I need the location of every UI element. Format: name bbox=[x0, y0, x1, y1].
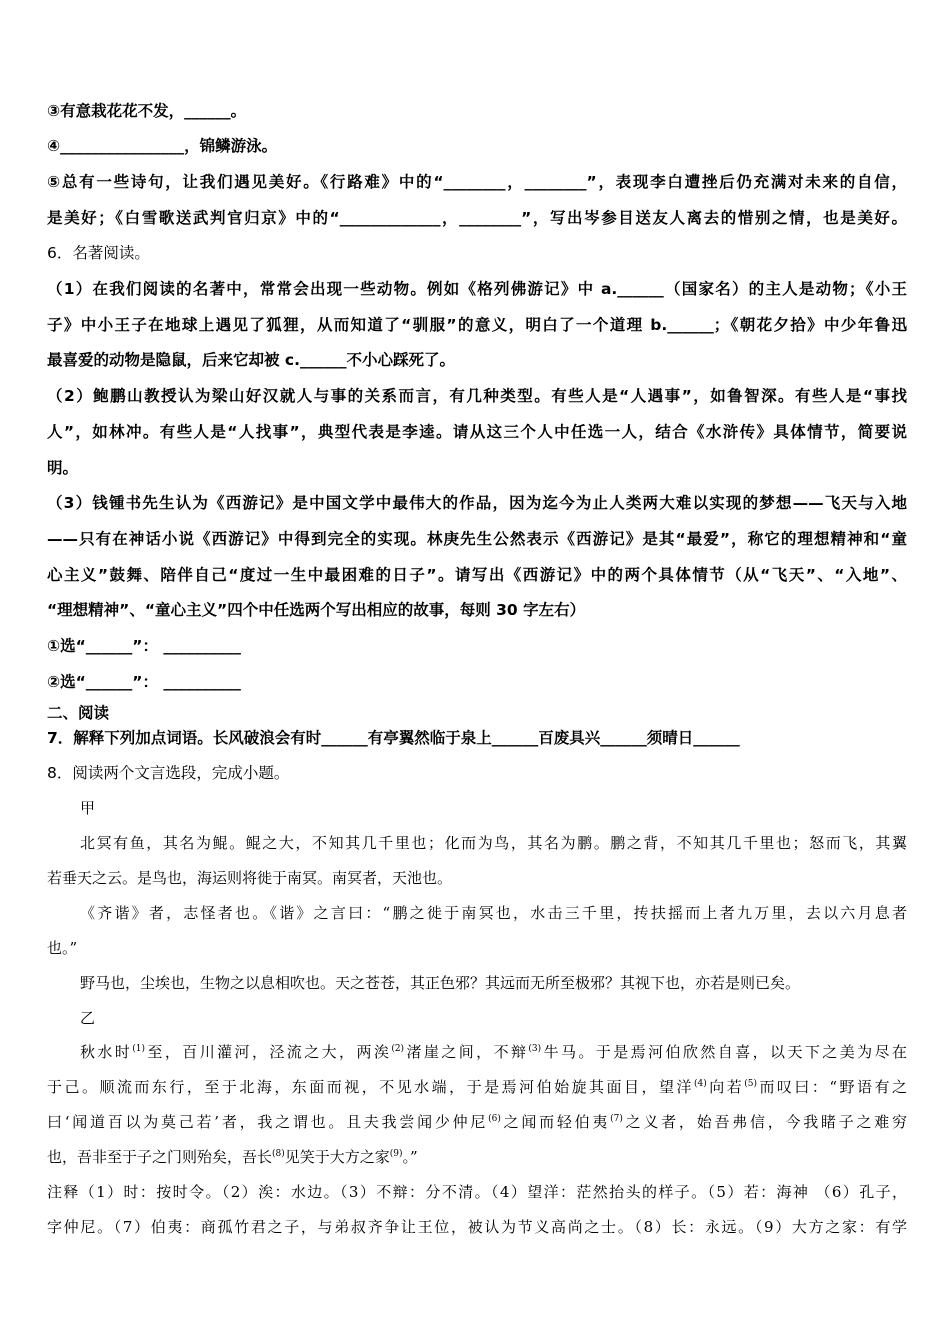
footnote-marker: (9) bbox=[389, 1149, 403, 1159]
passage-jia-label: 甲 bbox=[80, 799, 96, 817]
q6-choice-2: ②选“______”： __________ bbox=[47, 673, 241, 691]
question-6-title: 6．名著阅读。 bbox=[47, 244, 150, 262]
poem-item-5-line-2: 是美好；《白雪歌送武判官归京》中的“_____________，________”，写出岑参目送友人离去的惜别之情，也是美好。 bbox=[47, 209, 907, 227]
q6-part1-line-1: （1）在我们阅读的名著中，常常会出现一些动物。例如《格列佛游记》中 a.______（国家名）的主人是动物；《小王 bbox=[47, 280, 907, 298]
question-7: 7．解释下列加点词语。长风破浪会有时______有亭翼然临于泉上______百废具兴______须晴日______ bbox=[47, 729, 740, 747]
footnote-marker: (1) bbox=[132, 1044, 146, 1054]
q6-part3-line-2: ——只有在神话小说《西游记》中得到完全的实现。林庚先生公然表示《西游记》是其“最爱”，称它的理想精神和“童 bbox=[47, 530, 907, 548]
footnote-marker: (8) bbox=[272, 1149, 285, 1159]
passage-jia-p3: 野马也，尘埃也，生物之以息相吹也。天之苍苍，其正色邪？其远而无所至极邪？其视下也，亦若是则已矣。 bbox=[80, 974, 801, 992]
passage-yi-line-3: 曰‘闻道百以为莫己若’者，我之谓也。且夫我尝闻少仲尼$^{(6)}$之闻而轻伯夷$^{(7)}$之义者，始吾弗信，今我睹子之难穷 bbox=[47, 1113, 907, 1131]
footnote-marker: (6) bbox=[488, 1114, 501, 1124]
footnote-marker: (4) bbox=[693, 1079, 707, 1089]
question-8-title: 8．阅读两个文言选段，完成小题。 bbox=[47, 764, 290, 782]
footnote-marker: (2) bbox=[391, 1044, 405, 1054]
passage-jia-p1-line-2: 若垂天之云。是鸟也，海运则将徙于南冥。南冥者，天池也。 bbox=[47, 869, 453, 887]
q6-part1-line-3: 最喜爱的动物是隐鼠，后来它却被 c.______不小心踩死了。 bbox=[47, 351, 455, 369]
passage-jia-p2-line-2: 也。” bbox=[47, 939, 78, 957]
annotation-line-2: 字仲尼。（7）伯夷：商孤竹君之子，与弟叔齐争让王位，被认为节义高尚之士。（8）长：永远。（9）大方之家：有学 bbox=[47, 1218, 907, 1236]
q6-part3-line-4: “理想精神”、“童心主义”四个中任选两个写出相应的故事，每则 30 字左右） bbox=[47, 601, 586, 619]
passage-yi-line-2: 于己。顺流而东行，至于北海，东面而视，不见水端，于是焉河伯始旋其面目，望洋$^{(4)}$向若$^{(5)}$而叹曰：“野语有之 bbox=[47, 1078, 907, 1096]
poem-item-4: ④________________，锦鳞游泳。 bbox=[47, 137, 278, 155]
passage-jia-p2-line-1: 《齐谐》者，志怪者也。《谐》之言曰：“鹏之徙于南冥也，水击三千里，抟扶摇而上者九万里，去以六月息者 bbox=[80, 904, 907, 922]
q6-part2-line-2: 人”，如林冲。有些人是“人找事”，典型代表是李逵。请从这三个人中任选一人，结合《水浒传》具体情节，简要说 bbox=[47, 423, 907, 441]
passage-yi-label: 乙 bbox=[80, 1009, 96, 1027]
q6-part2-line-3: 明。 bbox=[47, 459, 79, 477]
passage-jia-p1-line-1: 北冥有鱼，其名为鲲。鲲之大，不知其几千里也；化而为鸟，其名为鹏。鹏之背，不知其几千里也；怒而飞，其翼 bbox=[80, 834, 907, 852]
passage-yi-line-4: 也，吾非至于子之门则殆矣，吾长$^{(8)}$见笑于大方之家$^{(9)}$。” bbox=[47, 1148, 418, 1166]
q6-part2-line-1: （2）鲍鹏山教授认为梁山好汉就人与事的关系而言，有几种类型。有些人是“人遇事”，如鲁智深。有些人是“事找 bbox=[47, 387, 907, 405]
footnote-marker: (7) bbox=[610, 1114, 623, 1124]
q6-part3-line-1: （3）钱锺书先生认为《西游记》是中国文学中最伟大的作品，因为迄今为止人类两大难以实现的梦想——飞天与入地 bbox=[47, 494, 907, 512]
footnote-marker: (3) bbox=[528, 1044, 542, 1054]
footnote-marker: (5) bbox=[744, 1079, 757, 1089]
passage-yi-line-1: 秋水时$^{(1)}$至，百川灌河，泾流之大，两涘$^{(2)}$渚崖之间，不辩$^{(3)}$牛马。于是焉河伯欣然自喜，以天下之美为尽在 bbox=[80, 1043, 907, 1061]
section-2-title: 二、阅读 bbox=[47, 704, 110, 722]
poem-item-3: ③有意栽花花不发，______。 bbox=[47, 102, 247, 120]
annotation-line-1: 注释（1）时：按时令。（2）涘：水边。（3）不辩：分不清。（4）望洋：茫然抬头的样子。（5）若：海神 （6）孔子， bbox=[47, 1183, 907, 1201]
q6-part3-line-3: 心主义”鼓舞、陪伴自己“度过一生中最困难的日子”。请写出《西游记》中的两个具体情节（从“飞天”、“入地”、 bbox=[47, 566, 907, 584]
poem-item-5-line-1: ⑤总有一些诗句，让我们遇见美好。《行路难》中的“________，________”，表现李白遭挫后仍充满对未来的自信， bbox=[47, 173, 907, 191]
q6-part1-line-2: 子》中小王子在地球上遇见了狐狸，从而知道了“驯服”的意义，明白了一个道理 b.______；《朝花夕拾》中少年鲁迅 bbox=[47, 316, 907, 334]
q6-choice-1: ①选“______”： __________ bbox=[47, 637, 241, 655]
